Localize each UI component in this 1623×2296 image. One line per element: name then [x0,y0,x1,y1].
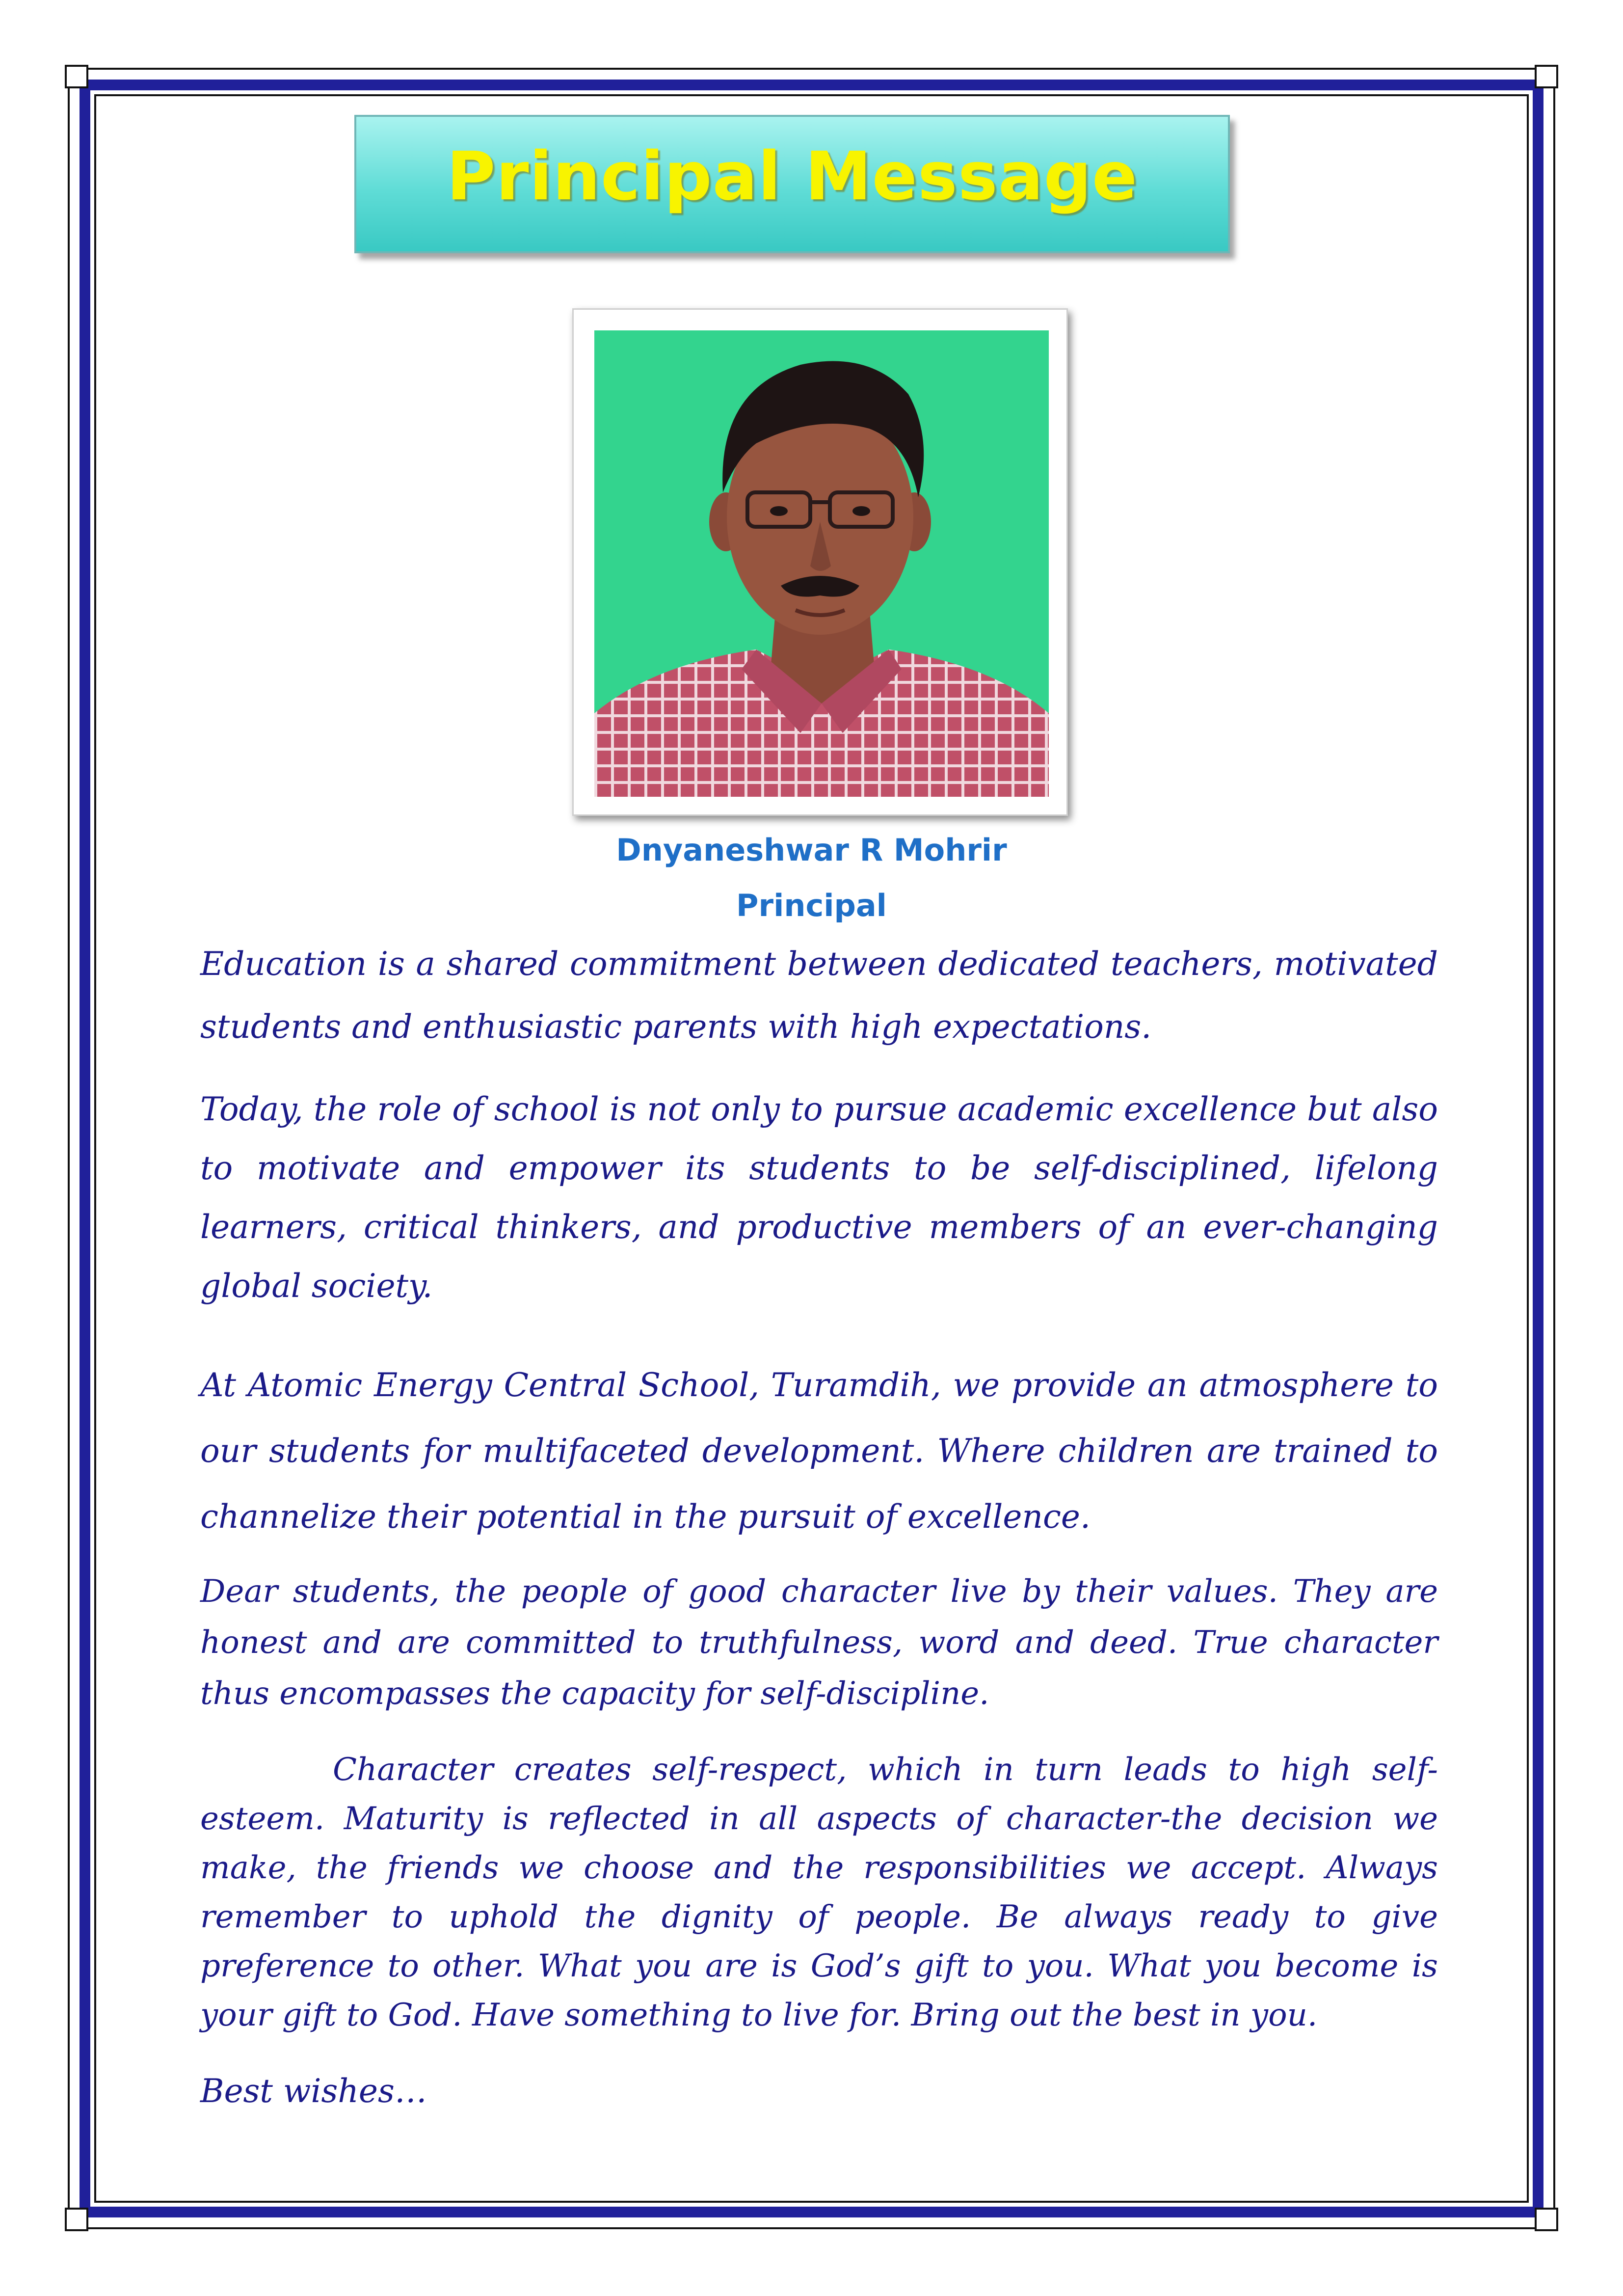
message-paragraph-5: Character creates self-respect, which in turn leads to high self-esteem. Maturity is reflected in all aspects of character-the decision we make, the friends we choose and the responsibilities we accept. Always remember to uphold the dignity of people. Be always ready to give preference to other. What you are is God’s gift to you. What you become is your gift to God. Have something to live for. Bring out the best in you. [200,1752,1438,2033]
title-banner [354,115,1230,253]
message-paragraph-1: Education is a shared commitment between dedicated teachers, motivated students and enthusiastic parents with high expectations. [200,945,1438,1046]
message-paragraph-3: At Atomic Energy Central School, Turamdih, we provide an atmosphere to our students for multifaceted development. Where children are trained to channelize their potential in the pursuit of excellence. [200,1366,1438,1536]
principal-photo [572,308,1068,816]
principal-designation: Principal [736,888,887,923]
principal-name: Dnyaneshwar R Mohrir [616,832,1007,868]
border-corner-ornament [65,65,88,88]
closing-line: Best wishes… [200,2072,427,2110]
message-paragraph-2: Today, the role of school is not only to pursue academic excellence but also to motivate and empower its students to be self-disciplined, lifelong learners, critical thinkers, and productive members of an ever-changing global society. [200,1090,1438,1305]
portrait-image [594,330,1049,797]
message-paragraph-4: Dear students, the people of good character live by their values. They are honest and are committed to truthfulness, word and deed. True character thus encompasses the capacity for self-discipline. [200,1573,1438,1712]
border-corner-ornament [65,2208,88,2231]
border-corner-ornament [1535,65,1558,88]
border-corner-ornament [1535,2208,1558,2231]
page-title: Principal Message [446,138,1138,216]
